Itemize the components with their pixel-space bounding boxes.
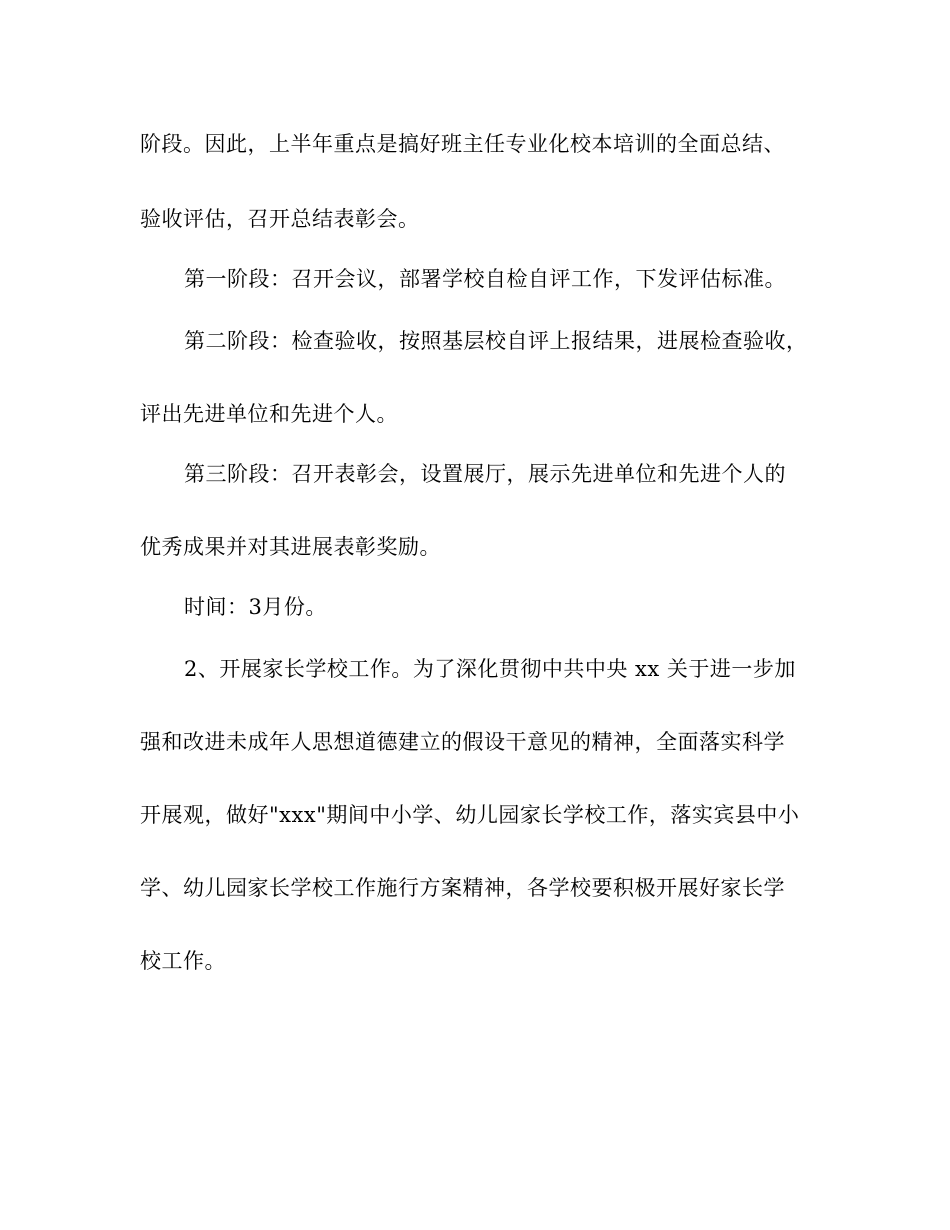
paragraph-parent-school: 2、开展家长学校工作。为了深化贯彻中共中央 xx 关于进一步加 [184,657,796,681]
text-line: 强和改进未成年人思想道德建立的假设干意见的精神，全面落实科学 [140,730,785,754]
text-line: 开展观，做好"xxx"期间中小学、幼儿园家长学校工作，落实宾县中小 [140,803,800,827]
paragraph-stage-3: 第三阶段：召开表彰会，设置展厅，展示先进单位和先进个人的 [184,462,786,486]
text-line: 评出先进单位和先进个人。 [140,402,398,426]
paragraph-stage-2: 第二阶段：检查验收，按照基层校自评上报结果，进展检查验收， [184,329,808,353]
text-line: 优秀成果并对其进展表彰奖励。 [140,535,441,559]
paragraph-stage-1: 第一阶段：召开会议，部署学校自检自评工作，下发评估标准。 [184,267,786,291]
paragraph-time: 时间：3月份。 [184,595,327,619]
text-line: 学、幼儿园家长学校工作施行方案精神，各学校要积极开展好家长学 [140,876,785,900]
text-line: 阶段。因此，上半年重点是搞好班主任专业化校本培训的全面总结、 [140,132,785,156]
text-line: 验收评估，召开总结表彰会。 [140,207,420,231]
text-line: 校工作。 [140,949,226,973]
